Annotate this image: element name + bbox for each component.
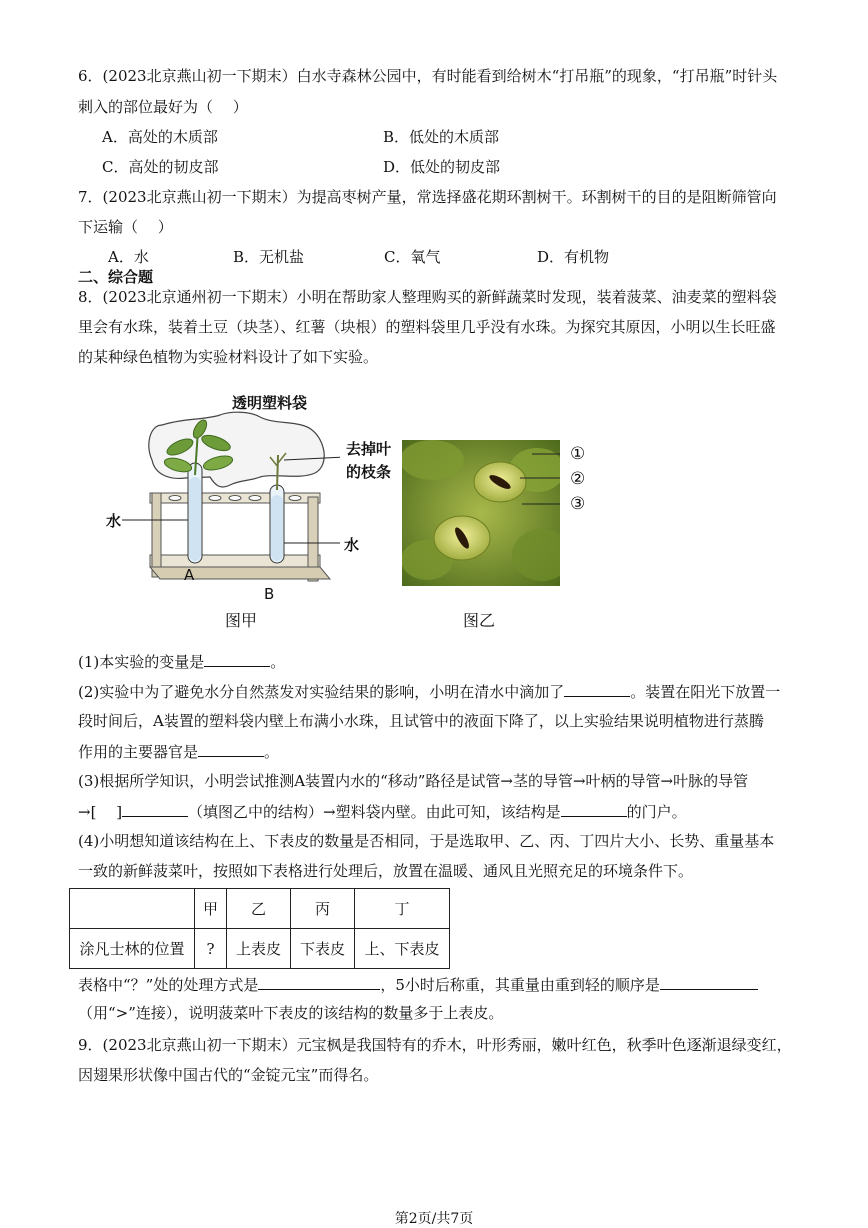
table-cell: 上、下表皮 — [355, 929, 450, 969]
table-cell: 上表皮 — [227, 929, 291, 969]
q8-part3-line1: (3)根据所学知识，小明尝试推测A装置内水的“移动”路径是试管→茎的导管→叶柄的导管→叶脉的导管 — [78, 772, 749, 790]
label-tube-b: B — [264, 585, 275, 603]
table-cell: 丙 — [291, 889, 355, 929]
q8-part3-bracket[interactable]: →[ ] — [78, 803, 123, 821]
q8-part2-line3-end: 。 — [264, 743, 280, 761]
table-cell: 乙 — [227, 889, 291, 929]
q7-option-b: B．无机盐 — [233, 248, 305, 266]
q8-part1-end: 。 — [270, 653, 286, 671]
marker-2: ② — [570, 469, 586, 489]
q8-part2-line1 — [78, 681, 780, 702]
q8-part2-text: (2)实验中为了避免水分自然蒸发对实验结果的影响，小明在清水中滴加了 — [78, 683, 565, 701]
label-leafless-branch-2: 的枝条 — [346, 463, 392, 481]
q6-stem-line1: 6．(2023北京燕山初一下期末）白水寺森林公园中，有时能看到给树木“打吊瓶”的现象，“打吊瓶”时针头 — [78, 67, 778, 85]
q8-part4-line2: 一致的新鲜菠菜叶，按照如下表格进行处理后，放置在温暖、通风且光照充足的环境条件下。 — [78, 862, 694, 880]
table-cell: 甲 — [195, 889, 227, 929]
q8-part5-line2: （用“>”连接），说明菠菜叶下表皮的该结构的数量多于上表皮。 — [78, 1004, 504, 1022]
table-cell — [70, 889, 195, 929]
q7-stem-line2: 下运输（ ） — [78, 218, 173, 236]
label-tube-a: A — [184, 566, 195, 584]
answer-blank-3[interactable] — [198, 741, 264, 757]
q8-part2-line3 — [78, 741, 279, 762]
q8-part5-mid: ，5小时后称重，其重量由重到轻的顺序是 — [380, 976, 660, 994]
table-row — [70, 929, 450, 969]
answer-blank-4[interactable] — [122, 801, 188, 817]
q6-option-b: B．低处的木质部 — [383, 128, 500, 146]
caption-figure-jia: 图甲 — [225, 611, 258, 630]
caption-figure-yi: 图乙 — [463, 611, 496, 630]
q6-stem-line2: 刺入的部位最好为（ ） — [78, 98, 248, 116]
figure-yi-stomata — [402, 440, 560, 586]
q8-part1-text: (1)本实验的变量是 — [78, 653, 205, 671]
q8-stem-line2: 里会有水珠，装着土豆（块茎）、红薯（块根）的塑料袋里几乎没有水珠。为探究其原因，小明以生长旺盛 — [78, 318, 776, 336]
table-cell: 丁 — [355, 889, 450, 929]
q8-stem-line1: 8．(2023北京通州初一下期末）小明在帮助家人整理购买的新鲜蔬菜时发现，装着菠菜、油麦菜的塑料袋 — [78, 288, 777, 306]
q9-stem-line1: 9．(2023北京燕山初一下期末）元宝枫是我国特有的乔木，叶形秀丽，嫩叶红色，秋季叶色逐渐退绿变红， — [78, 1036, 792, 1054]
marker-1: ① — [570, 444, 586, 464]
label-transparent-bag: 透明塑料袋 — [232, 394, 308, 412]
q7-option-d: D．有机物 — [537, 248, 610, 266]
q8-part5-line1 — [78, 974, 758, 995]
table-row — [70, 889, 450, 929]
label-leafless-branch-1: 去掉叶 — [346, 440, 392, 458]
q8-part2-line3-text: 作用的主要器官是 — [78, 743, 199, 761]
answer-blank-6[interactable] — [258, 974, 380, 990]
section-heading: 二、综合题 — [78, 268, 154, 286]
q8-part2-text-end: 。装置在阳光下放置一 — [630, 683, 781, 701]
label-water-left: 水 — [106, 512, 122, 530]
q8-stem-line3: 的某种绿色植物为实验材料设计了如下实验。 — [78, 348, 379, 366]
answer-blank-2[interactable] — [564, 681, 630, 697]
q6-option-c: C．高处的韧皮部 — [102, 158, 219, 176]
label-water-right: 水 — [344, 536, 360, 554]
q8-part3-end: 的门户。 — [626, 803, 687, 821]
answer-blank-7[interactable] — [660, 974, 758, 990]
marker-3: ③ — [570, 494, 586, 514]
q7-option-a: A．水 — [108, 248, 149, 266]
treatment-table — [69, 888, 450, 969]
answer-blank-1[interactable] — [204, 651, 270, 667]
q7-stem-line1: 7．(2023北京燕山初一下期末）为提高枣树产量，常选择盛花期环割树干。环割树干的目的是阻断筛管向 — [78, 188, 777, 206]
q8-part5-text: 表格中“？”处的处理方式是 — [78, 976, 259, 994]
table-cell: ? — [195, 929, 227, 969]
q7-option-c: C．氧气 — [384, 248, 441, 266]
q9-stem-line2: 因翅果形状像中国古代的“金锭元宝”而得名。 — [78, 1066, 379, 1084]
figure-jia-apparatus — [100, 385, 340, 600]
answer-blank-5[interactable] — [561, 801, 627, 817]
q8-part1 — [78, 651, 285, 672]
q6-option-d: D．低处的韧皮部 — [383, 158, 501, 176]
page-number: 第2页/共7页 — [394, 1211, 474, 1227]
q8-part4-line1: (4)小明想知道该结构在上、下表皮的数量是否相同，于是选取甲、乙、丙、丁四片大小、长势、重量基本 — [78, 832, 775, 850]
table-cell: 下表皮 — [291, 929, 355, 969]
q6-option-a: A．高处的木质部 — [102, 128, 218, 146]
table-cell: 涂凡士林的位置 — [70, 929, 195, 969]
q8-part3-line2 — [78, 801, 687, 822]
q8-part3-mid: （填图乙中的结构）→塑料袋内壁。由此可知，该结构是 — [188, 803, 561, 821]
q8-part2-line2: 段时间后，A装置的塑料袋内壁上布满小水珠，且试管中的液面下降了，以上实验结果说明植物进行蒸腾 — [78, 712, 764, 730]
